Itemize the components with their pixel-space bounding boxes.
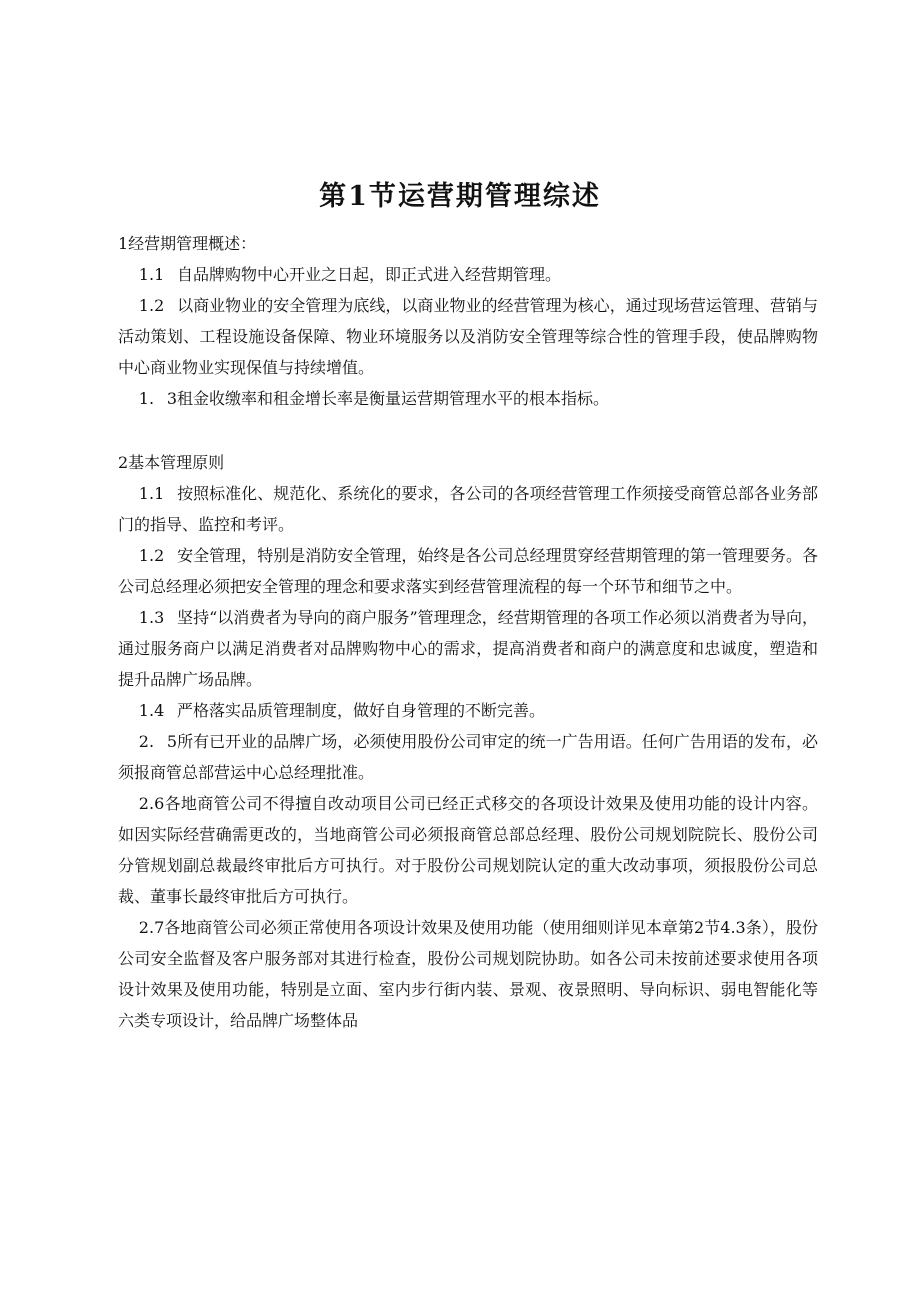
paragraph-2-4 [118,695,818,726]
paragraph-2-3 [118,602,818,695]
paragraph-1-3 [118,383,818,414]
paragraph-1-1 [118,259,818,290]
paragraph-text: 以商业物业的安全管理为底线，以商业物业的经营管理为核心，通过现场营运管理、营销与活动策划、工程设施设备保障、物业环境服务以及消防安全管理等综合性的管理手段，使品牌购物中心商业物业实现保值与持续增值。 [118,296,818,377]
paragraph-text: 严格落实品质管理制度，做好自身管理的不断完善。 [177,701,546,720]
paragraph-2-7 [118,912,818,1036]
paragraph-text: 5所有已开业的品牌广场，必须使用股份公司审定的统一广告用语。任何广告用语的发布，必须报商管总部营运中心总经理批准。 [118,732,818,782]
paragraph-text: 2.6各地商管公司不得擅自改动项目公司已经正式移交的各项设计效果及使用功能的设计内容。如因实际经营确需更改的，当地商管公司必须报商管总部总经理、股份公司规划院院长、股份公司分管规划副总裁最终审批后方可执行。对于股份公司规划院认定的重大改动事项，须报股份公司总裁、董事长最终审批后方可执行。 [118,794,818,906]
paragraph-text: 安全管理，特别是消防安全管理，始终是各公司总经理贯穿经营期管理的第一管理要务。各公司总经理必须把安全管理的理念和要求落实到经营管理流程的每一个环节和细节之中。 [118,546,818,596]
paragraph-1-2 [118,290,818,383]
paragraph-number: 1.2 [138,546,165,565]
paragraph-2-6 [118,788,818,912]
paragraph-number: 2. [138,732,155,751]
paragraph-number: 1.1 [138,484,165,503]
paragraph-text: 按照标准化、规范化、系统化的要求，各公司的各项经营管理工作须接受商管总部各业务部门的指导、监控和考评。 [118,484,818,534]
paragraph-2-1 [118,478,818,540]
paragraph-2-5 [118,726,818,788]
paragraph-2-2 [118,540,818,602]
paragraph-number: 1. [138,389,155,408]
paragraph-number: 1.2 [138,296,165,315]
paragraph-text: 2.7各地商管公司必须正常使用各项设计效果及使用功能（使用细则详见本章第2节4.3条），股份公司安全监督及客户服务部对其进行检查，股份公司规划院协助。如各公司未按前述要求使用各项设计效果及使用功能，特别是立面、室内步行街内装、景观、夜景照明、导向标识、弱电智能化等六类专项设计，给品牌广场整体品 [118,918,818,1030]
page-title: 第1节运营期管理综述 [319,181,601,213]
section-spacer [118,414,818,447]
paragraph-text: 自品牌购物中心开业之日起，即正式进入经营期管理。 [177,265,562,284]
paragraph-text: 坚持“以消费者为导向的商户服务”管理理念，经营期管理的各项工作必须以消费者为导向，通过服务商户以满足消费者对品牌购物中心的需求，提高消费者和商户的满意度和忠诚度，塑造和提升品牌广场品牌。 [118,608,818,689]
section-heading-principles: 2基本管理原则 [118,453,225,472]
paragraph-number: 1.4 [138,701,165,720]
paragraph-number: 1.1 [138,265,165,284]
paragraph-number: 1.3 [138,608,165,627]
document-body [118,228,818,1036]
paragraph-text: 3租金收缴率和租金增长率是衡量运营期管理水平的根本指标。 [166,389,610,408]
section-heading-overview: 1经营期管理概述： [118,234,257,253]
